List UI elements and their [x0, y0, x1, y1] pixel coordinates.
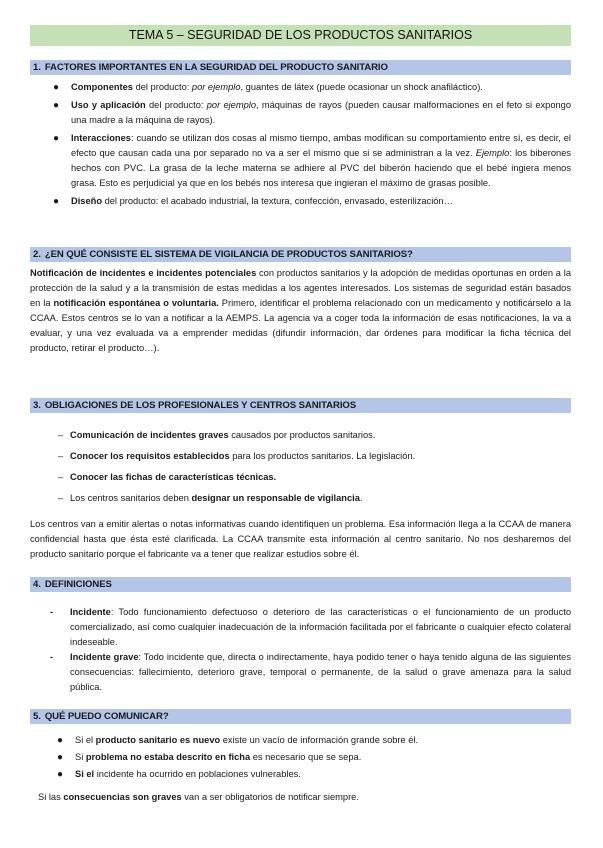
- section-3-number: 3.: [33, 400, 41, 411]
- section-5-title: QUÉ PUEDO COMUNICAR?: [44, 711, 169, 722]
- list-item: ● Componentes del producto: por ejemplo, guantes de látex (puede ocasionar un shock anafiláctico).: [53, 82, 483, 93]
- bullet-icon: ●: [53, 100, 60, 111]
- section-5-heading: [30, 709, 571, 724]
- section-5-number: 5.: [33, 711, 41, 722]
- section-4-number: 4.: [33, 579, 41, 590]
- dash-bullet-icon: –: [58, 430, 64, 440]
- section-3-title: OBLIGACIONES DE LOS PROFESIONALES Y CENTROS SANITARIOS: [44, 400, 357, 411]
- section-4-heading: [30, 577, 571, 592]
- page-title: TEMA 5 – SEGURIDAD DE LOS PRODUCTOS SANITARIOS: [30, 25, 571, 46]
- list-item: ● Si el producto sanitario es nuevo existe un vacío de información grande sobre él.: [57, 735, 419, 746]
- dash-bullet-icon: –: [58, 472, 64, 482]
- section-3-paragraph: Los centros van a emitir alertas o notas informativas cuando identifiquen un problema. Esa información llega a la CCAA de manera confidencial hasta que ésta esté clarificada. La CCAA transmite esta información al centro sanitario. No nos desharemos del producto sanitario porque el fabricante va a tener que realizar estudios sobre él.: [30, 519, 571, 559]
- list-item: ● Diseño del producto: el acabado industrial, la textura, confección, envasado, esterilización…: [53, 196, 453, 207]
- list-item: – Conocer los requisitos establecidos para los productos sanitarios. La legislación.: [70, 449, 570, 464]
- bullet-icon: ●: [53, 196, 60, 207]
- list-item: ● Uso y aplicación del producto: por ejemplo, máquinas de rayos (pueden causar malformaciones en el feto si expongo una madre a la máquina de rayos).: [53, 100, 572, 125]
- dash-bullet-icon: -: [50, 607, 54, 617]
- list-item: – Comunicación de incidentes graves causados por productos sanitarios.: [70, 428, 570, 443]
- section-1-number: 1.: [33, 62, 41, 73]
- bullet-icon: ●: [53, 82, 60, 93]
- section-1-title: FACTORES IMPORTANTES EN LA SEGURIDAD DEL PRODUCTO SANITARIO: [44, 62, 388, 73]
- section-4-title: DEFINICIONES: [44, 579, 112, 590]
- section-2-heading: [30, 247, 571, 262]
- list-item: - Incidente grave: Todo incidente que, directa o indirectamente, haya podido tener o haya tenido alguna de las siguientes consecuencias: fallecimiento, deterioro grave, temporal o permanente, de la salud o grave amenaza para la salud pública.: [50, 652, 571, 692]
- dash-bullet-icon: -: [50, 652, 54, 662]
- section-5-list: [57, 733, 571, 784]
- dash-bullet-icon: –: [58, 493, 64, 503]
- list-item: – Conocer las fichas de características técnicas.: [70, 470, 570, 485]
- list-item: – Los centros sanitarios deben designar un responsable de vigilancia.: [70, 491, 570, 506]
- section-1-heading: [30, 60, 571, 75]
- list-item: ● Si el incidente ha ocurrido en poblaciones vulnerables.: [57, 769, 301, 780]
- section-5-paragraph: Si las consecuencias son graves van a ser obligatorios de notificar siempre.: [38, 792, 359, 802]
- dash-bullet-icon: –: [58, 451, 64, 461]
- section-2-paragraph: Notificación de incidentes e incidentes potenciales con productos sanitarios y la adopción de medidas oportunas en orden a la protección de la salud y a la transmisión de estas medidas a los agentes interesados. Los sistemas de seguridad están basados en la notificación espontánea o voluntaria. Primero, identificar el problema relacionado con un medicamento y notificárselo a la CCAA. Estos centros se lo van a notificar a la AEMPS. La agencia va a coger toda la información de esas notificaciones, la va a evaluar, y una vez evaluada va a emprender medidas (difundir información, dar órdenes para modificar la ficha técnica del producto, retirar el producto…).: [30, 268, 572, 353]
- section-1-list: [53, 80, 572, 212]
- section-2-number: 2.: [33, 249, 41, 260]
- bullet-icon: ●: [53, 133, 60, 144]
- list-item: ● Interacciones: cuando se utilizan dos cosas al mismo tiempo, ambas modifican su comportamiento entre sí, es decir, el efecto que causan cada una por separado no va a ser el mismo que si se administran a la vez. Ejemplo: los biberones hechos con PVC. La grasa de la leche materna se adhiere al PVC del biberón haciendo que el bebé ingiera menos grasa. Esto es perjudicial ya que en los bebés nos interesa que ingieran el máximo de grasas posible.: [53, 133, 572, 188]
- section-4-list: [50, 605, 571, 695]
- section-2-title: ¿EN QUÉ CONSISTE EL SISTEMA DE VIGILANCIA DE PRODUCTOS SANITARIOS?: [44, 249, 413, 260]
- bullet-icon: ●: [57, 752, 64, 763]
- bullet-icon: ●: [57, 735, 64, 746]
- section-3-list: [58, 428, 570, 512]
- section-3-heading: [30, 398, 571, 413]
- list-item: - Incidente: Todo funcionamiento defectuoso o deterioro de las características o el funcionamiento de un producto comercializado, así como cualquier inadecuación de la información facilitada por el fabricante o cualquier efecto colateral indeseable.: [50, 607, 571, 647]
- bullet-icon: ●: [57, 769, 64, 780]
- list-item: ● Si problema no estaba descrito en ficha es necesario que se sepa.: [57, 752, 362, 763]
